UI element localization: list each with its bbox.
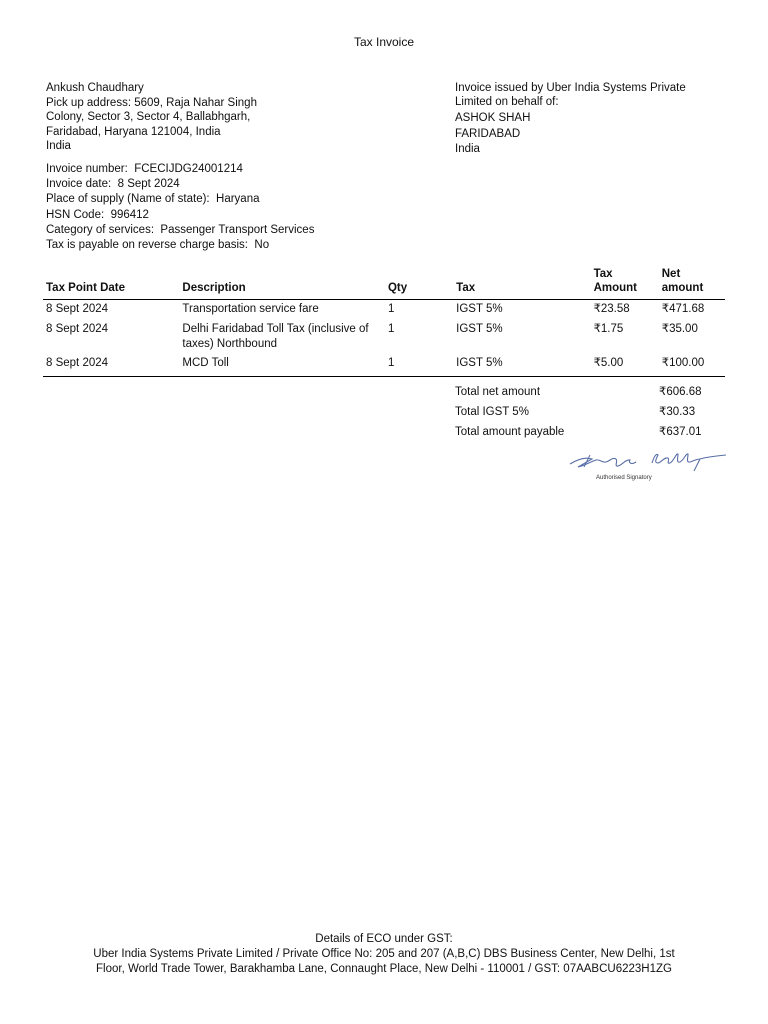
invoice-date-row [46,177,314,192]
total-igst-value: ₹30.33 [659,406,696,418]
reverse-charge: No [254,239,270,252]
table-row [43,300,725,321]
driver-name: ASHOK SHAH [455,112,531,124]
service-category-row [46,223,314,238]
table-cell: ₹5.00 [591,354,659,377]
invoice-number-row [46,162,314,177]
table-cell: MCD Toll [179,354,385,377]
pickup-address-line: Colony, Sector 3, Sector 4, Ballabhgarh, [46,111,251,123]
total-igst-row [455,402,725,422]
table-cell: 8 Sept 2024 [46,303,109,315]
table-cell: ₹100.00 [659,354,725,377]
table-cell: Delhi Faridabad Toll Tax (inclusive of taxes) Northbound [182,323,369,350]
page-title: Tax Invoice [353,35,415,49]
table-cell: Transportation service fare [182,303,319,315]
table-cell: 1 [387,323,395,335]
table-cell: IGST 5% [456,323,503,335]
line-items-table [43,267,725,377]
column-header: Qty [385,267,453,300]
table-row [43,320,725,354]
service-category: Passenger Transport Services [160,223,315,236]
total-igst-label: Total IGST 5% [455,406,529,418]
service-category-label: Category of services: [46,223,155,236]
place-of-supply-label: Place of supply (Name of state): [46,193,210,206]
reverse-charge-label: Tax is payable on reverse charge basis: [46,239,248,252]
totals-block [455,382,725,442]
invoice-number: FCECIJDG24001214 [134,163,243,175]
customer-country: India [46,140,71,152]
table-header-row [43,267,725,300]
total-payable-label: Total amount payable [455,426,565,438]
footer [0,932,768,977]
total-payable-value: ₹637.01 [659,426,702,438]
place-of-supply: Haryana [216,193,260,206]
issuer-block [455,81,725,158]
issuer-line: Limited on behalf of: [455,96,559,108]
invoice-date-label: Invoice date: [46,178,112,191]
pickup-address-line: Pick up address: 5609, Raja Nahar Singh [46,96,257,109]
table-cell: ₹35.00 [661,323,698,335]
total-net-value: ₹606.68 [659,386,702,398]
table-cell: 1 [385,354,453,377]
hsn-code-row [46,208,314,223]
customer-block [46,81,306,154]
table-cell: ₹23.58 [593,303,630,315]
column-header: Net amount [659,267,725,300]
signature-image [566,447,731,487]
column-header: Tax Point Date [43,267,179,300]
column-header: Tax [453,267,590,300]
table-cell: 1 [387,303,395,315]
customer-name: Ankush Chaudhary [46,82,144,94]
invoice-number-label: Invoice number: [46,163,128,175]
issuer-country: India [455,143,480,155]
reverse-charge-row [46,238,314,253]
table-cell: ₹471.68 [661,303,705,315]
footer-heading: Details of ECO under GST: [315,933,453,945]
hsn-code: 996412 [110,208,149,221]
footer-line: Uber India Systems Private Limited / Private Office No: 205 and 207 (A,B,C) DBS Business Center, New Delhi, 1st [93,948,675,960]
issuer-city: FARIDABAD [455,127,521,140]
issuer-line: Invoice issued by Uber India Systems Private [455,82,686,94]
table-cell: IGST 5% [453,354,590,377]
total-net-label: Total net amount [455,386,541,398]
column-header: Tax Amount [591,267,659,300]
footer-line: Floor, World Trade Tower, Barakhamba Lane, Connaught Place, New Delhi - 110001 / GST: 07AABCU6223H1ZG [96,963,672,975]
table-cell: ₹1.75 [593,323,624,335]
table-cell: 8 Sept 2024 [43,354,179,377]
column-header: Description [179,267,385,300]
table-cell: IGST 5% [456,303,503,315]
invoice-date: 8 Sept 2024 [117,178,180,191]
signature-label: Authorised Signatory [596,475,652,481]
total-payable-row [455,422,725,442]
place-of-supply-row [46,192,314,207]
hsn-code-label: HSN Code: [46,208,105,221]
table-row [43,354,725,377]
invoice-meta [46,162,314,253]
pickup-address-line: Faridabad, Haryana 121004, India [46,125,221,138]
table-cell: 8 Sept 2024 [46,323,109,335]
total-net-row [455,382,725,402]
